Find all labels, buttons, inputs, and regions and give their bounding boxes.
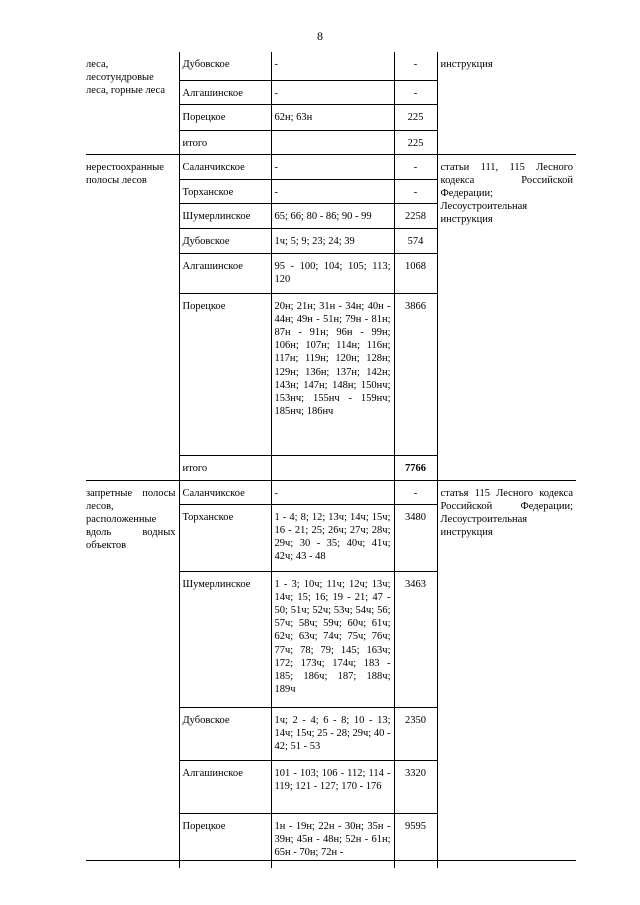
quarters-cell: 62н; 63н — [271, 104, 394, 130]
category-cell: нерестоохранные полосы лесов — [86, 154, 179, 480]
area-cell: 2258 — [394, 203, 437, 228]
quarters-cell: 95 - 100; 104; 105; 113; 120 — [271, 253, 394, 293]
area-cell: - — [394, 480, 437, 504]
forest-protection-table — [86, 52, 576, 868]
total-value: 7766 — [394, 455, 437, 480]
area-cell: 574 — [394, 228, 437, 253]
quarters-cell: 65; 66; 80 - 86; 90 - 99 — [271, 203, 394, 228]
area-cell: - — [394, 52, 437, 80]
area-cell: - — [394, 154, 437, 179]
district-cell: Дубовское — [179, 228, 271, 253]
table-row — [86, 480, 576, 504]
total-label: итого — [179, 130, 271, 154]
category-cell: запретные полосы лесов, расположенные вдоль водных объектов — [86, 480, 179, 868]
area-cell: - — [394, 179, 437, 203]
district-cell: Торханское — [179, 504, 271, 571]
district-cell: Алгашинское — [179, 80, 271, 104]
quarters-cell: 1 - 4; 8; 12; 13ч; 14ч; 15ч; 16 - 21; 25; 26ч; 27ч; 28ч; 29ч; 30 - 35; 40ч; 41ч; 42ч; 43 - 48 — [271, 504, 394, 571]
area-cell: 225 — [394, 104, 437, 130]
district-cell: Алгашинское — [179, 253, 271, 293]
total-value: 225 — [394, 130, 437, 154]
area-cell: 3320 — [394, 760, 437, 813]
district-cell: Шумерлинское — [179, 203, 271, 228]
district-cell: Саланчикское — [179, 154, 271, 179]
district-cell: Порецкое — [179, 104, 271, 130]
category-cell: леса, лесотундровые леса, горные леса — [86, 59, 165, 97]
area-cell: 1068 — [394, 253, 437, 293]
table-row — [86, 154, 576, 179]
basis-cell: статьи 111, 115 Лесного кодекса Российской Федерации; Лесоустроительная инструкция — [437, 154, 576, 480]
district-cell: Порецкое — [179, 813, 271, 868]
area-cell: 9595 — [394, 813, 437, 868]
quarters-cell: 101 - 103; 106 - 112; 114 - 119; 121 - 127; 170 - 176 — [271, 760, 394, 813]
district-cell: Дубовское — [179, 52, 271, 80]
district-cell: Алгашинское — [179, 760, 271, 813]
district-cell: Шумерлинское — [179, 571, 271, 707]
quarters-cell: 1 - 3; 10ч; 11ч; 12ч; 13ч; 14ч; 15; 16; 19 - 21; 47 - 50; 51ч; 52ч; 53ч; 54ч; 56; 57ч; 58ч; 59ч; 60ч; 61ч; 62ч; 63ч; 74ч; 75ч; 76ч; 77ч; 78; 79; 145; 163ч; 172; 173ч; 174ч; 183 - 185; 186ч; 187; 188ч; 189ч — [271, 571, 394, 707]
district-cell: Саланчикское — [179, 480, 271, 504]
page-number: 8 — [317, 29, 323, 43]
quarters-cell: 1н - 19н; 22н - 30н; 35н - 39н; 45н - 48н; 52н - 61н; 65н - 70н; 72н - — [271, 813, 394, 868]
table-bottom-border — [86, 860, 576, 861]
quarters-cell: - — [271, 179, 394, 203]
area-cell: - — [394, 80, 437, 104]
district-cell: Торханское — [179, 179, 271, 203]
quarters-cell: 1ч; 5; 9; 23; 24; 39 — [271, 228, 394, 253]
quarters-cell: - — [271, 154, 394, 179]
table-row — [86, 52, 576, 80]
area-cell: 3480 — [394, 504, 437, 571]
quarters-cell: - — [271, 480, 394, 504]
quarters-cell: - — [271, 52, 394, 80]
quarters-cell: - — [271, 80, 394, 104]
basis-cell: инструкция — [437, 52, 576, 154]
basis-cell: статья 115 Лесного кодекса Российской Федерации; Лесоустроительная инструкция — [437, 480, 576, 868]
area-cell: 2350 — [394, 707, 437, 760]
total-label: итого — [179, 455, 271, 480]
quarters-cell: 20н; 21н; 31н - 34н; 40н - 44н; 49н - 51н; 79н - 81н; 87н - 91н; 96н - 99н; 106н; 107н; 114н; 116н; 117н; 119н; 120н; 128н; 129н; 136н; 137н; 142н; 143н; 147н; 148н; 150нч; 153нч; 155нч - 159нч; 185нч; 186нч — [271, 293, 394, 455]
area-cell: 3463 — [394, 571, 437, 707]
district-cell: Дубовское — [179, 707, 271, 760]
district-cell: Порецкое — [179, 293, 271, 455]
area-cell: 3866 — [394, 293, 437, 455]
quarters-cell: 1ч; 2 - 4; 6 - 8; 10 - 13; 14ч; 15ч; 25 - 28; 29ч; 40 - 42; 51 - 53 — [271, 707, 394, 760]
